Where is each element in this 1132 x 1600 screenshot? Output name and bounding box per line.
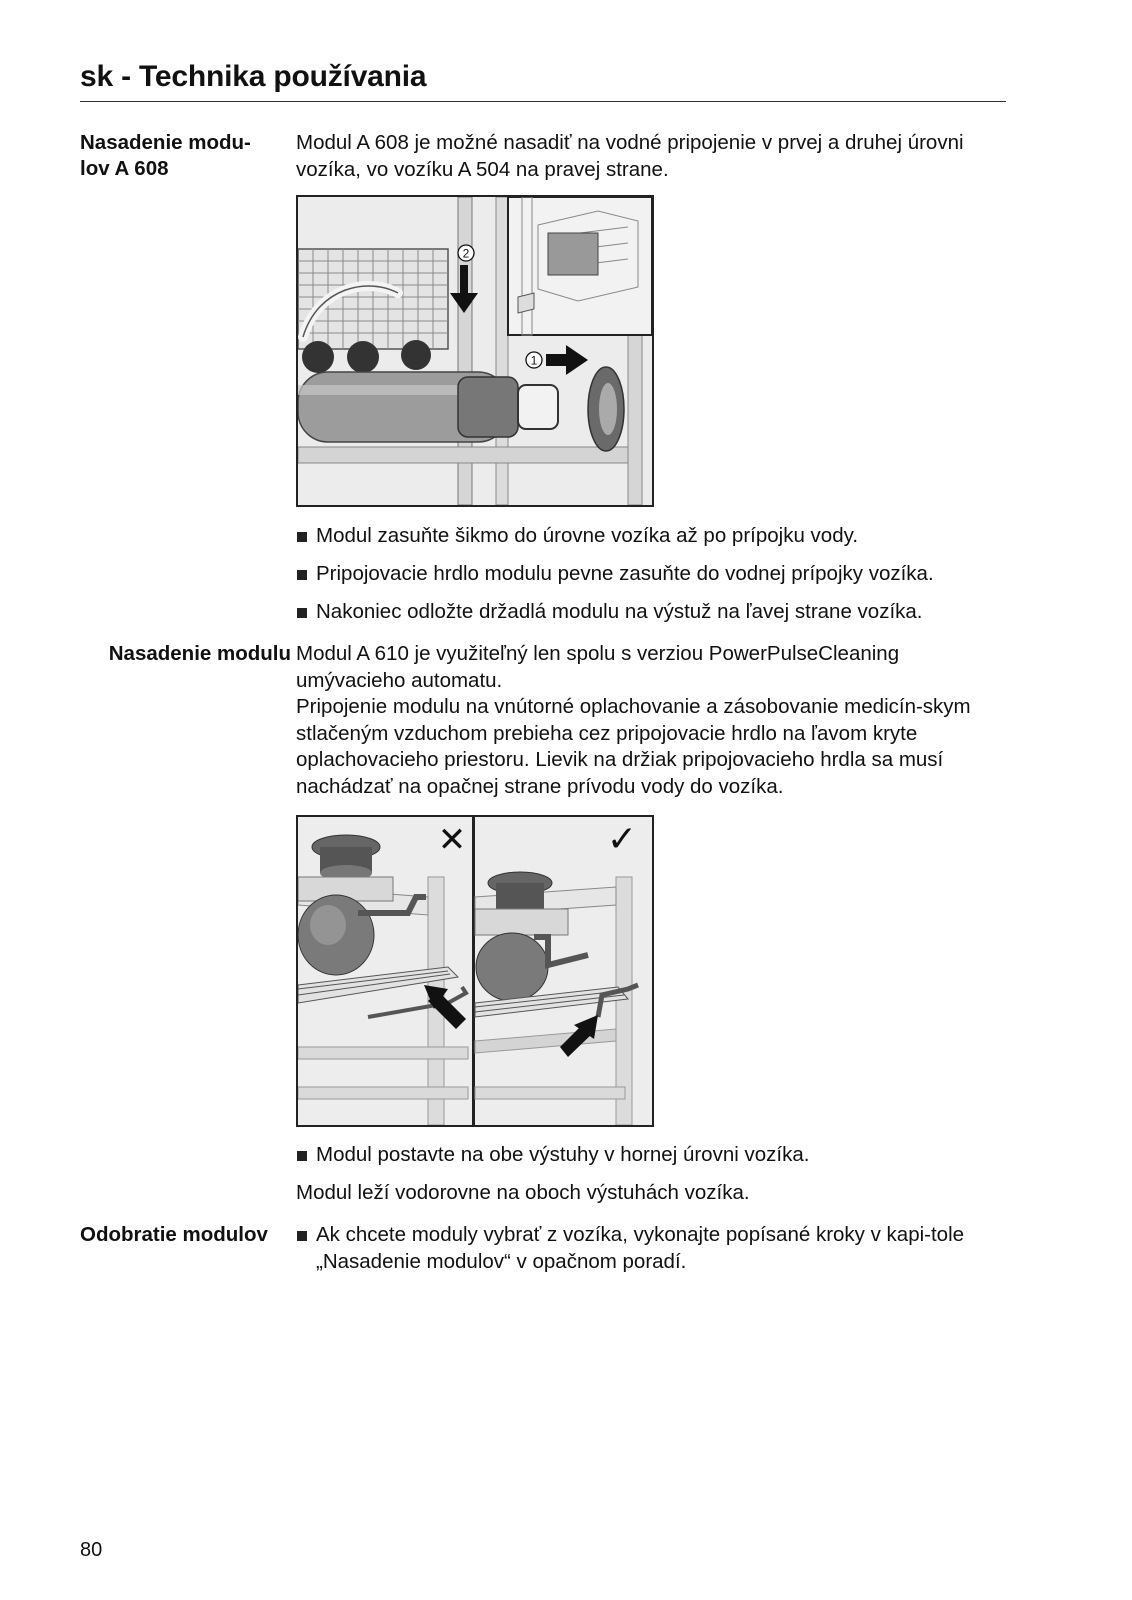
callout-1-label: 1: [530, 353, 538, 368]
a610-note: Modul leží vodorovne na oboch výstuhách vozíka.: [296, 1181, 750, 1204]
section-heading-remove: Odobratie modulov: [80, 1223, 268, 1246]
right-position-icon: ✓: [606, 819, 638, 860]
remove-step: [296, 1222, 1008, 1275]
a610-step: [296, 1142, 1016, 1169]
remove-step-text: Ak chcete moduly vybrať z vozíka, vykonajte popísané kroky v kapi-tole „Nasadenie modulov“ v opačnom poradí.: [316, 1223, 965, 1273]
a608-intro: Modul A 608 je možné nasadiť na vodné pripojenie v prvej a druhej úrovni vozíka, vo vozíku A 504 na pravej strane.: [296, 131, 964, 181]
section-heading-a608-line1: Nasadenie modu-: [80, 131, 251, 154]
section-heading-a610: Nasadenie modulu: [108, 642, 291, 665]
a608-step: [296, 561, 1016, 588]
wrong-position-icon: ✕: [437, 820, 467, 860]
bullet-square-icon: [297, 570, 307, 580]
section-heading-a608-line2: lov A 608: [80, 157, 169, 180]
a610-paragraph-1: Modul A 610 je využiteľný len spolu s verziou PowerPulseCleaning umývacieho automatu.: [296, 642, 900, 692]
a608-step-text: Modul zasuňte šikmo do úrovne vozíka až po prípojku vody.: [316, 524, 859, 547]
bullet-square-icon: [297, 1231, 307, 1241]
a608-step: [296, 599, 1016, 626]
header-divider: [80, 101, 1006, 102]
page-title: sk - Technika používania: [80, 60, 427, 93]
a610-paragraph-2: Pripojenie modulu na vnútorné oplachovanie a zásobovanie medicín-skym stlačeným vzduchom prebieha cez pripojovacie hrdlo na ľavom kryte oplachovacieho priestoru. Lievik na držiak pripojovacieho hrdla sa musí nachádzať na opačnej strane prívodu vody do vozíka.: [296, 695, 971, 798]
funnel-position-drawing: [298, 817, 652, 1125]
bullet-square-icon: [297, 608, 307, 618]
module-insertion-drawing: [298, 197, 652, 505]
page-number: 80: [80, 1539, 103, 1561]
section-heading-a608: [80, 130, 295, 182]
a608-illustration: [296, 195, 654, 507]
bullet-square-icon: [297, 1151, 307, 1161]
a608-step: [296, 523, 1016, 550]
a610-step-text: Modul postavte na obe výstuhy v hornej úrovni vozíka.: [316, 1143, 810, 1166]
a610-illustration: [296, 815, 654, 1127]
bullet-square-icon: [297, 532, 307, 542]
a608-step-text: Nakoniec odložte držadlá modulu na výstuž na ľavej strane vozíka.: [316, 600, 923, 623]
a608-step-text: Pripojovacie hrdlo modulu pevne zasuňte do vodnej prípojky vozíka.: [316, 562, 934, 585]
callout-2-label: 2: [462, 246, 470, 261]
